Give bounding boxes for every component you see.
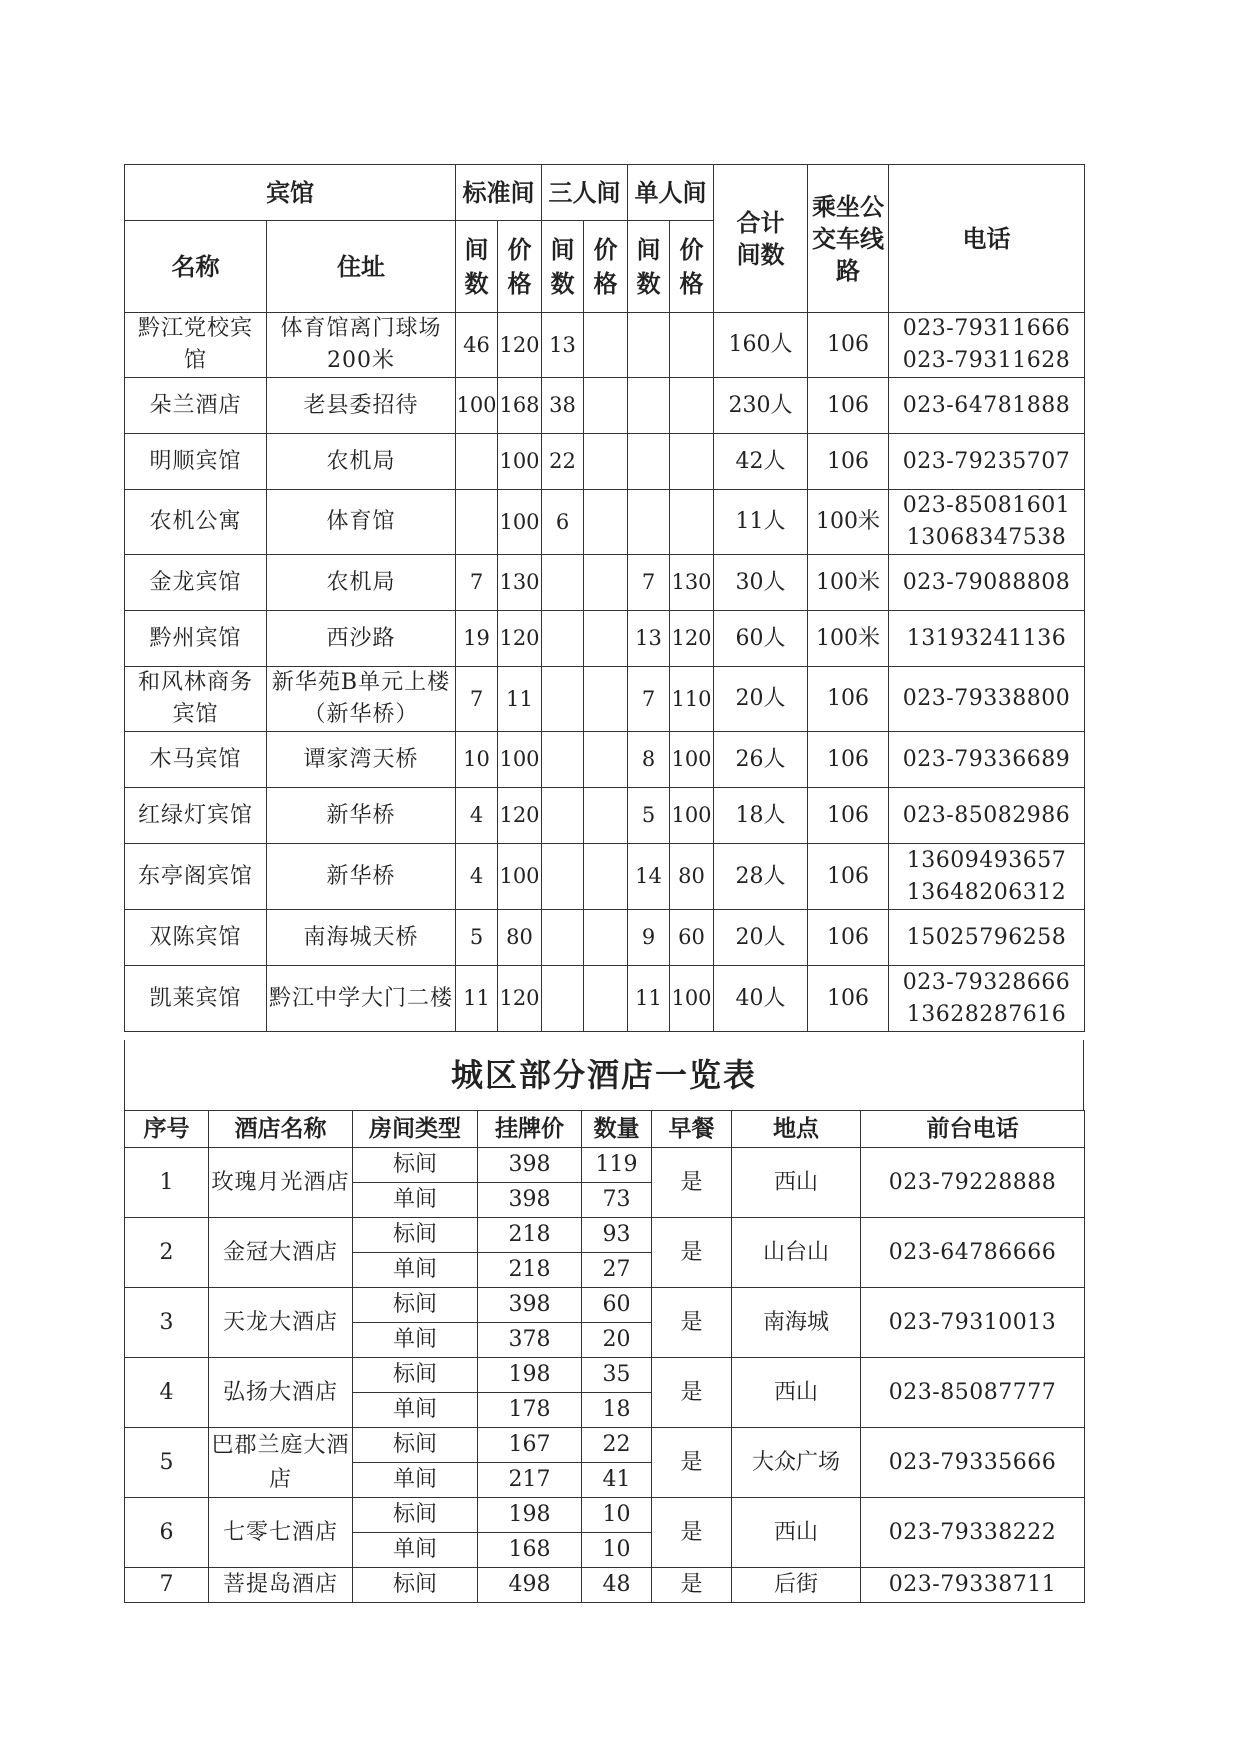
- bus-route: 106: [808, 378, 889, 434]
- hotel-address: 新华苑B单元上楼（新华桥）: [267, 667, 456, 732]
- hotel-location: 后街: [732, 1568, 861, 1603]
- phone-number: 023-79336689: [902, 746, 1071, 772]
- front-desk-phone: 023-79338711: [861, 1568, 1085, 1603]
- header-list-price: 挂牌价: [478, 1111, 582, 1148]
- hotel-name: 黔江党校宾馆: [125, 313, 267, 378]
- hotel-location: 南海城: [732, 1288, 861, 1358]
- phone-cell: [889, 378, 1085, 434]
- phone-cell: [889, 966, 1085, 1032]
- room-quantity: 93: [582, 1218, 652, 1253]
- std-room-count: 7: [456, 555, 498, 611]
- breakfast-included: 是: [652, 1218, 732, 1288]
- phone-cell: [889, 313, 1085, 378]
- room-type: 单间: [353, 1323, 478, 1358]
- triple-room-count: 6: [542, 490, 584, 555]
- bus-route: 106: [808, 434, 889, 490]
- triple-room-price: [584, 844, 628, 910]
- std-room-price: 120: [498, 313, 542, 378]
- bus-route: 100米: [808, 555, 889, 611]
- phone-number: 023-64781888: [902, 392, 1071, 418]
- triple-room-price: [584, 732, 628, 788]
- table-row: [125, 732, 1085, 788]
- table-row: [125, 1148, 1085, 1183]
- list-price: 218: [478, 1253, 582, 1288]
- header-quantity: 数量: [582, 1111, 652, 1148]
- list-price: 168: [478, 1533, 582, 1568]
- triple-room-count: [542, 555, 584, 611]
- room-type: 标间: [353, 1148, 478, 1183]
- triple-room-price: [584, 910, 628, 966]
- single-room-count: 11: [628, 966, 670, 1032]
- room-quantity: 35: [582, 1358, 652, 1393]
- front-desk-phone: 023-79335666: [861, 1428, 1085, 1498]
- room-quantity: 20: [582, 1323, 652, 1358]
- breakfast-included: 是: [652, 1498, 732, 1568]
- phone-number: 023-79338800: [902, 686, 1071, 711]
- header-sgl-price: 价格: [670, 221, 714, 313]
- triple-room-count: 13: [542, 313, 584, 378]
- room-type: 单间: [353, 1253, 478, 1288]
- phone-number: 13609493657: [906, 847, 1067, 873]
- header-room-type: 房间类型: [353, 1111, 478, 1148]
- hotel-address: 黔江中学大门二楼: [267, 966, 456, 1032]
- hotel-name: 和风林商务宾馆: [125, 667, 267, 732]
- hotel-name: 玫瑰月光酒店: [209, 1148, 353, 1218]
- room-type: 标间: [353, 1358, 478, 1393]
- front-desk-phone: 023-79338222: [861, 1498, 1085, 1568]
- total-capacity: 18人: [714, 788, 808, 844]
- header-bus-route: 乘坐公交车线路: [808, 165, 889, 313]
- hotel-name: 农机公寓: [125, 490, 267, 555]
- triple-room-count: [542, 844, 584, 910]
- hotel-seq: 2: [125, 1218, 209, 1288]
- hotel-name: 朵兰酒店: [125, 378, 267, 434]
- header-std-rooms: 间数: [456, 221, 498, 313]
- breakfast-included: 是: [652, 1148, 732, 1218]
- hotel-name: 菩提岛酒店: [209, 1568, 353, 1603]
- hotel-location: 山台山: [732, 1218, 861, 1288]
- room-quantity: 22: [582, 1428, 652, 1463]
- triple-room-price: [584, 667, 628, 732]
- room-type: 标间: [353, 1498, 478, 1533]
- hotel-location: 大众广场: [732, 1428, 861, 1498]
- room-type: 标间: [353, 1218, 478, 1253]
- bus-route: 106: [808, 732, 889, 788]
- table-row: [125, 555, 1085, 611]
- bus-route: 106: [808, 844, 889, 910]
- hotel-address: 西沙路: [267, 611, 456, 667]
- hotel-name: 明顺宾馆: [125, 434, 267, 490]
- hotel-location: 西山: [732, 1498, 861, 1568]
- hotel-seq: 5: [125, 1428, 209, 1498]
- list-price: 218: [478, 1218, 582, 1253]
- std-room-count: 4: [456, 788, 498, 844]
- triple-room-price: [584, 378, 628, 434]
- std-room-price: 100: [498, 490, 542, 555]
- std-room-price: 100: [498, 844, 542, 910]
- std-room-price: 80: [498, 910, 542, 966]
- single-room-price: [670, 490, 714, 555]
- std-room-price: 120: [498, 966, 542, 1032]
- std-room-price: 168: [498, 378, 542, 434]
- bus-route: 106: [808, 667, 889, 732]
- single-room-count: [628, 378, 670, 434]
- total-capacity: 42人: [714, 434, 808, 490]
- bus-route: 100米: [808, 490, 889, 555]
- table-row: [125, 1498, 1085, 1533]
- phone-number: 13193241136: [906, 625, 1067, 651]
- triple-room-count: 22: [542, 434, 584, 490]
- table-row: [125, 844, 1085, 910]
- triple-room-count: [542, 611, 584, 667]
- total-capacity: 40人: [714, 966, 808, 1032]
- header-single-room: 单人间: [628, 165, 714, 221]
- triple-room-price: [584, 611, 628, 667]
- list-price: 178: [478, 1393, 582, 1428]
- hotel-name: 凯莱宾馆: [125, 966, 267, 1032]
- list-price: 398: [478, 1148, 582, 1183]
- table-row: [125, 1428, 1085, 1463]
- total-capacity: 20人: [714, 910, 808, 966]
- phone-cell: [889, 611, 1085, 667]
- table-row: [125, 378, 1085, 434]
- phone-number-secondary: 13068347538: [906, 525, 1067, 550]
- front-desk-phone: 023-79310013: [861, 1288, 1085, 1358]
- phone-cell: [889, 910, 1085, 966]
- hotel-address: 新华桥: [267, 788, 456, 844]
- std-room-price: 120: [498, 788, 542, 844]
- triple-room-count: [542, 732, 584, 788]
- list-price: 398: [478, 1183, 582, 1218]
- room-quantity: 27: [582, 1253, 652, 1288]
- single-room-count: [628, 490, 670, 555]
- std-room-count: 10: [456, 732, 498, 788]
- triple-room-count: [542, 667, 584, 732]
- single-room-count: 9: [628, 910, 670, 966]
- phone-number-secondary: 13648206312: [906, 879, 1067, 905]
- single-room-price: 100: [670, 732, 714, 788]
- phone-number: 023-79088808: [902, 569, 1071, 595]
- triple-room-count: 38: [542, 378, 584, 434]
- hotel-location: 西山: [732, 1148, 861, 1218]
- triple-room-count: [542, 910, 584, 966]
- breakfast-included: 是: [652, 1358, 732, 1428]
- room-quantity: 18: [582, 1393, 652, 1428]
- hotel-name: 双陈宾馆: [125, 910, 267, 966]
- triple-room-price: [584, 788, 628, 844]
- header-address: 住址: [267, 221, 456, 313]
- single-room-price: 120: [670, 611, 714, 667]
- header-triple-room: 三人间: [542, 165, 628, 221]
- hotel-address: 体育馆: [267, 490, 456, 555]
- header-standard-room: 标准间: [456, 165, 542, 221]
- room-quantity: 48: [582, 1568, 652, 1603]
- room-type: 单间: [353, 1533, 478, 1568]
- table-row: [125, 1288, 1085, 1323]
- phone-number: 023-79235707: [902, 448, 1071, 474]
- room-type: 单间: [353, 1183, 478, 1218]
- single-room-price: 100: [670, 966, 714, 1032]
- table-row: [125, 611, 1085, 667]
- hotel-name: 七零七酒店: [209, 1498, 353, 1568]
- std-room-count: [456, 434, 498, 490]
- room-type: 单间: [353, 1393, 478, 1428]
- std-room-count: 19: [456, 611, 498, 667]
- hotel-address: 农机局: [267, 555, 456, 611]
- hotel-seq: 6: [125, 1498, 209, 1568]
- bus-route: 100米: [808, 611, 889, 667]
- single-room-price: 80: [670, 844, 714, 910]
- breakfast-included: 是: [652, 1428, 732, 1498]
- bus-route: 106: [808, 788, 889, 844]
- list-price: 378: [478, 1323, 582, 1358]
- hotel-name: 黔州宾馆: [125, 611, 267, 667]
- triple-room-price: [584, 434, 628, 490]
- total-capacity: 11人: [714, 490, 808, 555]
- phone-cell: [889, 667, 1085, 732]
- list-price: 198: [478, 1498, 582, 1533]
- phone-cell: [889, 788, 1085, 844]
- phone-number: 023-85082986: [902, 802, 1071, 828]
- hotel-name: 天龙大酒店: [209, 1288, 353, 1358]
- phone-number-secondary: 13628287616: [906, 1001, 1067, 1027]
- table-row: [125, 1218, 1085, 1253]
- hotel-name: 金冠大酒店: [209, 1218, 353, 1288]
- single-room-price: 60: [670, 910, 714, 966]
- front-desk-phone: 023-79228888: [861, 1148, 1085, 1218]
- header-total-rooms: 合计间数: [714, 165, 808, 313]
- phone-cell: [889, 844, 1085, 910]
- front-desk-phone: 023-85087777: [861, 1358, 1085, 1428]
- room-quantity: 41: [582, 1463, 652, 1498]
- single-room-count: [628, 313, 670, 378]
- triple-room-price: [584, 966, 628, 1032]
- room-quantity: 10: [582, 1533, 652, 1568]
- table-row: [125, 667, 1085, 732]
- list-price: 217: [478, 1463, 582, 1498]
- single-room-price: 130: [670, 555, 714, 611]
- room-type: 标间: [353, 1428, 478, 1463]
- total-capacity: 20人: [714, 667, 808, 732]
- bus-route: 106: [808, 313, 889, 378]
- std-room-price: 120: [498, 611, 542, 667]
- hotel-list-table: [124, 1110, 1085, 1603]
- triple-room-price: [584, 555, 628, 611]
- table-row: [125, 788, 1085, 844]
- header-phone: 电话: [889, 165, 1085, 313]
- bus-route: 106: [808, 966, 889, 1032]
- list-price: 398: [478, 1288, 582, 1323]
- phone-cell: [889, 732, 1085, 788]
- single-room-count: 13: [628, 611, 670, 667]
- room-quantity: 60: [582, 1288, 652, 1323]
- header-tri-price: 价格: [584, 221, 628, 313]
- std-room-count: 4: [456, 844, 498, 910]
- total-capacity: 28人: [714, 844, 808, 910]
- table-row: [125, 1358, 1085, 1393]
- single-room-count: 7: [628, 555, 670, 611]
- hotel-address: 老县委招待: [267, 378, 456, 434]
- hotel-address: 新华桥: [267, 844, 456, 910]
- header-tri-rooms: 间数: [542, 221, 584, 313]
- std-room-count: 100: [456, 378, 498, 434]
- breakfast-included: 是: [652, 1568, 732, 1603]
- list-price: 498: [478, 1568, 582, 1603]
- guesthouse-table: [124, 164, 1085, 1032]
- room-quantity: 10: [582, 1498, 652, 1533]
- std-room-count: 5: [456, 910, 498, 966]
- phone-number: 15025796258: [906, 924, 1067, 950]
- hotel-name: 东亭阁宾馆: [125, 844, 267, 910]
- single-room-price: [670, 434, 714, 490]
- triple-room-count: [542, 966, 584, 1032]
- bus-route: 106: [808, 910, 889, 966]
- list-price: 167: [478, 1428, 582, 1463]
- header-seq: 序号: [125, 1111, 209, 1148]
- phone-cell: [889, 555, 1085, 611]
- header-location: 地点: [732, 1111, 861, 1148]
- hotel-name: 巴郡兰庭大酒店: [209, 1428, 353, 1498]
- room-quantity: 119: [582, 1148, 652, 1183]
- hotel-list-title: 城区部分酒店一览表: [124, 1040, 1084, 1110]
- total-capacity: 26人: [714, 732, 808, 788]
- single-room-count: 7: [628, 667, 670, 732]
- table-row: [125, 313, 1085, 378]
- total-capacity: 60人: [714, 611, 808, 667]
- table-row: [125, 910, 1085, 966]
- hotel-address: 谭家湾天桥: [267, 732, 456, 788]
- single-room-price: [670, 313, 714, 378]
- total-capacity: 30人: [714, 555, 808, 611]
- breakfast-included: 是: [652, 1288, 732, 1358]
- hotel-name: 金龙宾馆: [125, 555, 267, 611]
- hotel-list-body: [125, 1148, 1085, 1603]
- table-row: [125, 490, 1085, 555]
- std-room-count: 46: [456, 313, 498, 378]
- room-quantity: 73: [582, 1183, 652, 1218]
- std-room-price: 130: [498, 555, 542, 611]
- std-room-price: 100: [498, 434, 542, 490]
- header-name: 名称: [125, 221, 267, 313]
- single-room-price: 100: [670, 788, 714, 844]
- hotel-seq: 4: [125, 1358, 209, 1428]
- total-capacity: 160人: [714, 313, 808, 378]
- guesthouse-table-body: [125, 313, 1085, 1032]
- header-front-desk-phone: 前台电话: [861, 1111, 1085, 1148]
- header-breakfast: 早餐: [652, 1111, 732, 1148]
- room-type: 标间: [353, 1288, 478, 1323]
- single-room-price: 110: [670, 667, 714, 732]
- triple-room-price: [584, 490, 628, 555]
- hotel-seq: 1: [125, 1148, 209, 1218]
- hotel-address: 体育馆离门球场200米: [267, 313, 456, 378]
- phone-cell: [889, 434, 1085, 490]
- hotel-location: 西山: [732, 1358, 861, 1428]
- single-room-count: 8: [628, 732, 670, 788]
- std-room-price: 11: [498, 667, 542, 732]
- std-room-count: 7: [456, 667, 498, 732]
- hotel-name: 弘扬大酒店: [209, 1358, 353, 1428]
- header-sgl-rooms: 间数: [628, 221, 670, 313]
- hotel-name: 木马宾馆: [125, 732, 267, 788]
- hotel-name: 红绿灯宾馆: [125, 788, 267, 844]
- room-type: 单间: [353, 1463, 478, 1498]
- header-hotel-name: 酒店名称: [209, 1111, 353, 1148]
- header-std-price: 价格: [498, 221, 542, 313]
- hotel-address: 农机局: [267, 434, 456, 490]
- std-room-count: 11: [456, 966, 498, 1032]
- triple-room-count: [542, 788, 584, 844]
- room-type: 标间: [353, 1568, 478, 1603]
- std-room-count: [456, 490, 498, 555]
- single-room-price: [670, 378, 714, 434]
- table-row: [125, 966, 1085, 1032]
- std-room-price: 100: [498, 732, 542, 788]
- phone-number: 023-79311666: [902, 316, 1071, 341]
- phone-number-secondary: 023-79311628: [902, 348, 1071, 373]
- single-room-count: [628, 434, 670, 490]
- list-price: 198: [478, 1358, 582, 1393]
- single-room-count: 14: [628, 844, 670, 910]
- single-room-count: 5: [628, 788, 670, 844]
- hotel-seq: 7: [125, 1568, 209, 1603]
- hotel-seq: 3: [125, 1288, 209, 1358]
- triple-room-price: [584, 313, 628, 378]
- phone-number: 023-85081601: [902, 493, 1071, 518]
- header-hotel: 宾馆: [125, 165, 456, 221]
- phone-number: 023-79328666: [902, 969, 1071, 995]
- front-desk-phone: 023-64786666: [861, 1218, 1085, 1288]
- phone-cell: [889, 490, 1085, 555]
- table-row: [125, 1568, 1085, 1603]
- total-capacity: 230人: [714, 378, 808, 434]
- table-row: [125, 434, 1085, 490]
- hotel-address: 南海城天桥: [267, 910, 456, 966]
